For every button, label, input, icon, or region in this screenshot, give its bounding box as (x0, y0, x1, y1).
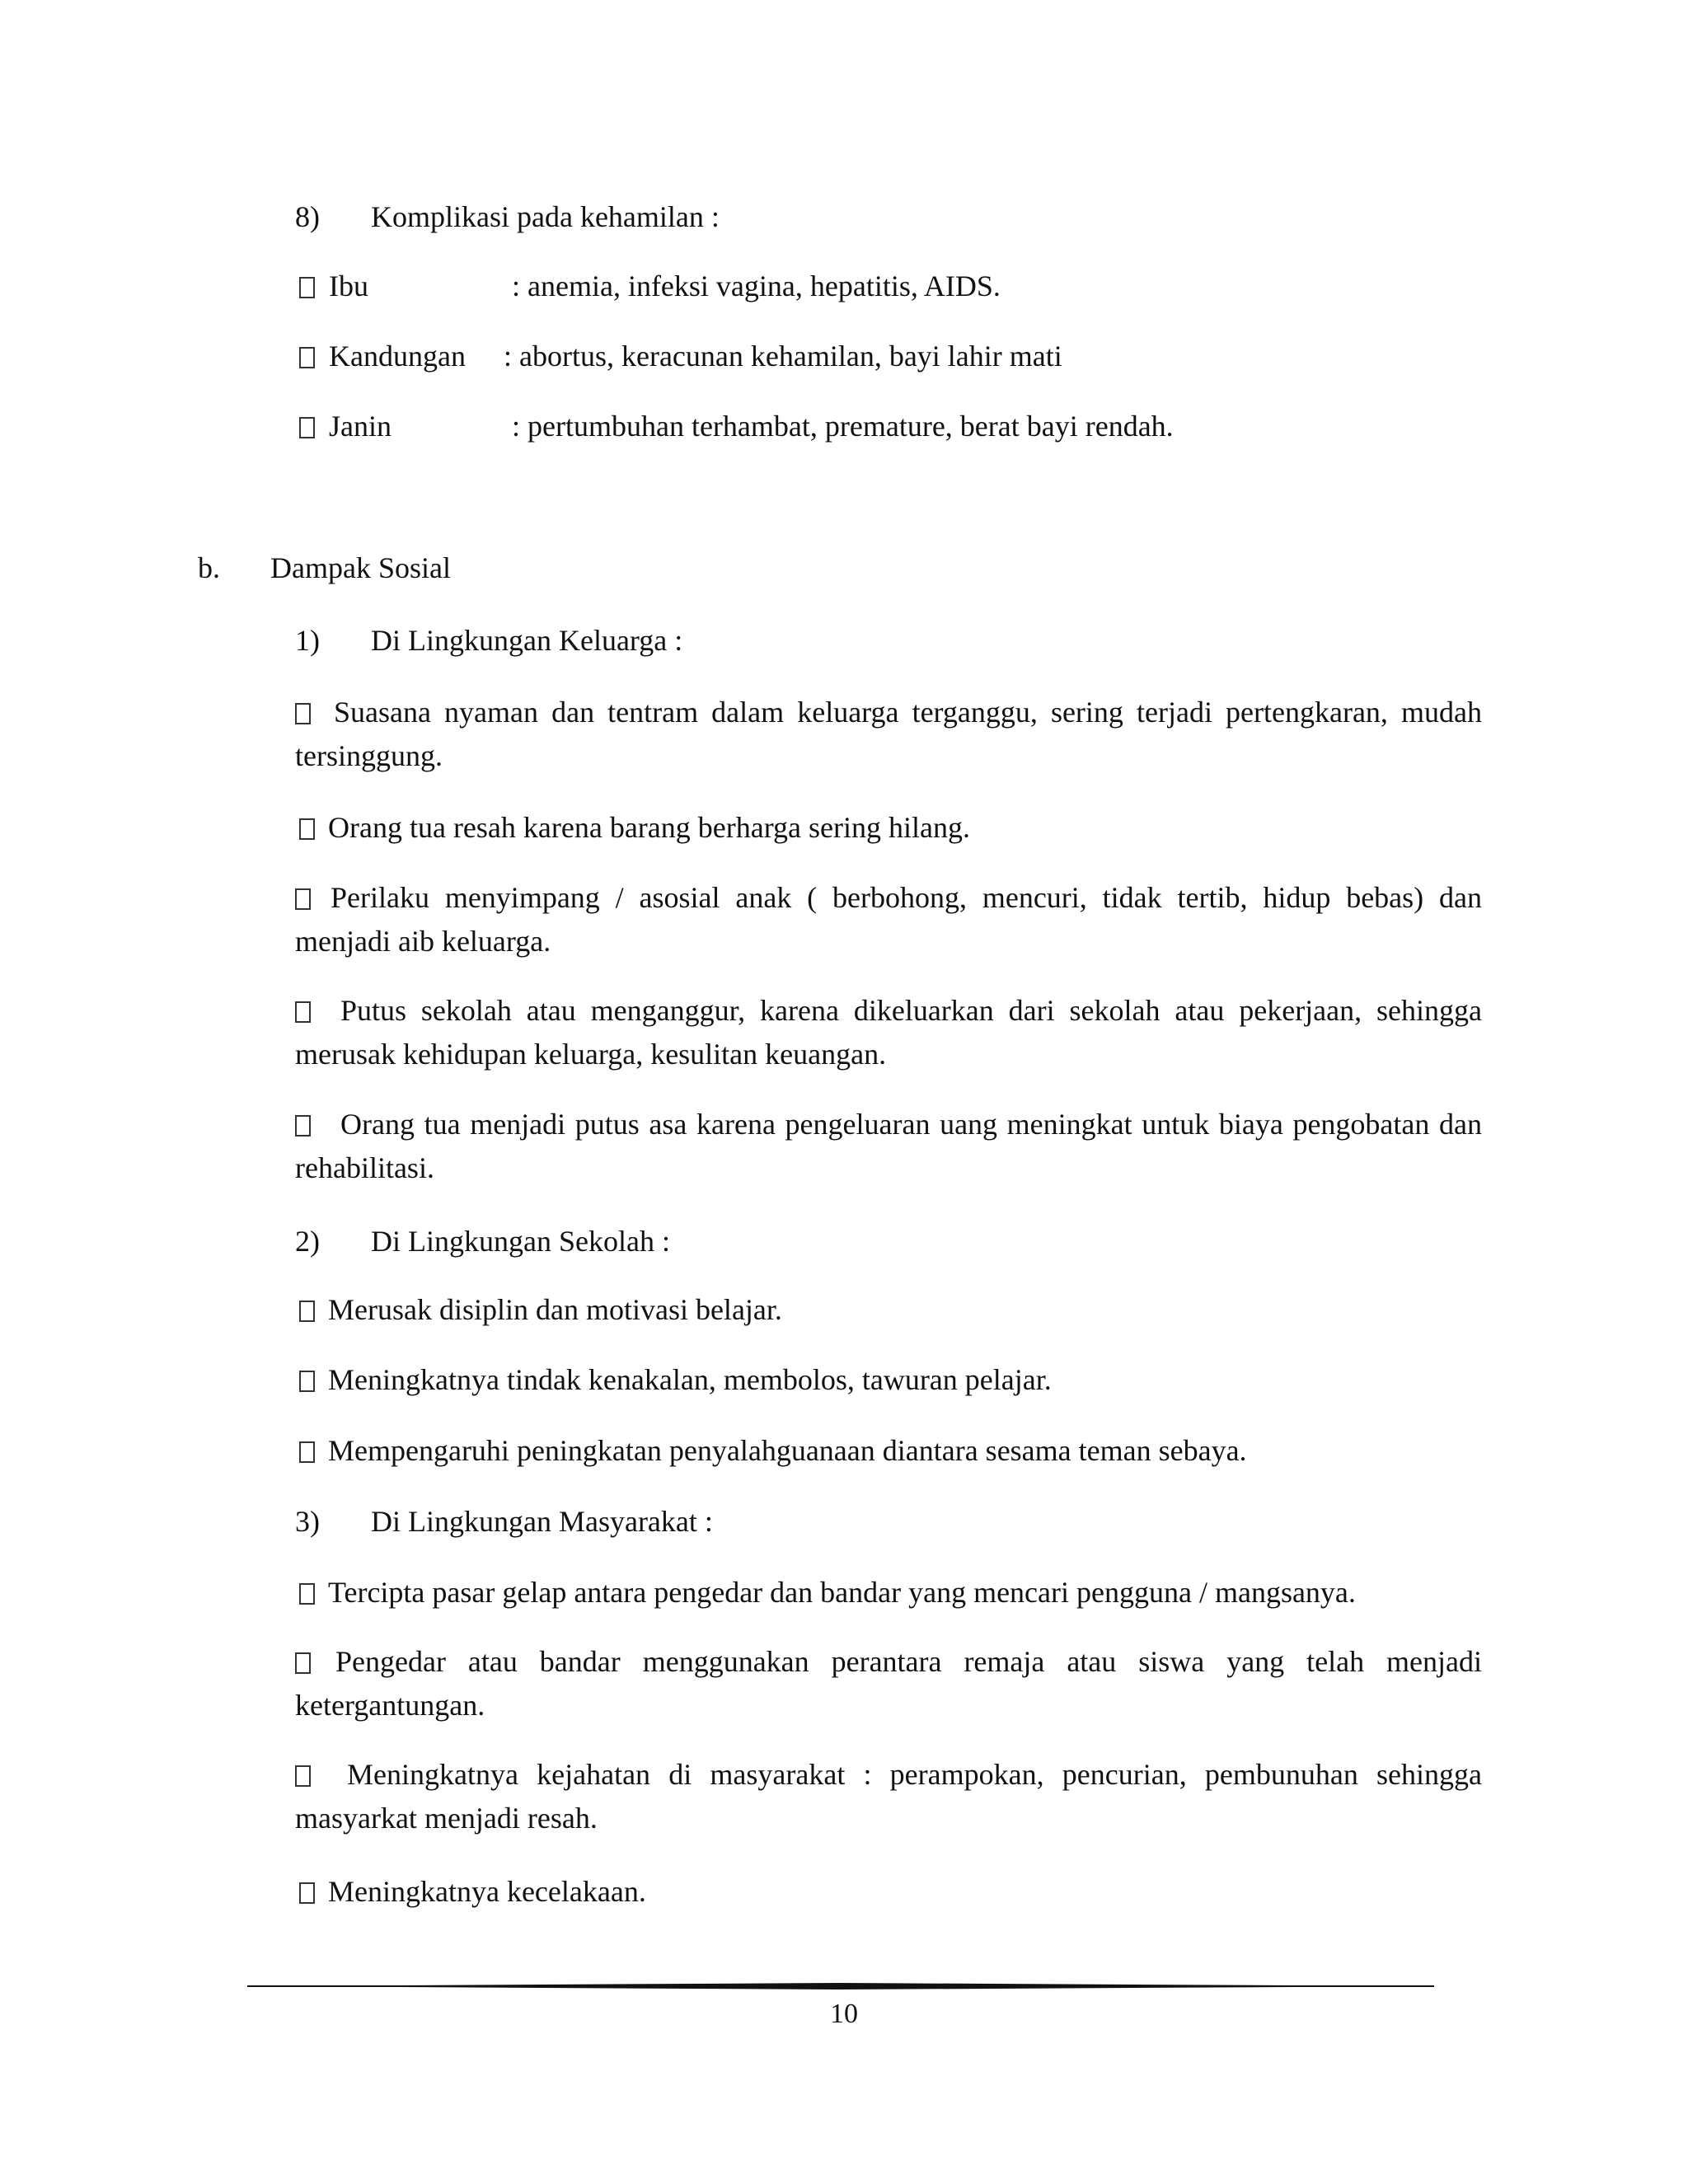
pregnancy-row-label: Kandungan (329, 340, 466, 373)
bullet-text: Suasana nyaman dan tentram dalam keluarga terganggu, sering terjadi pertengkaran, mudah tersinggung. (295, 696, 1482, 772)
checkbox-icon (299, 1371, 315, 1392)
bullet-item (295, 989, 1482, 1076)
bullet-text: Meningkatnya kecelakaan. (328, 1875, 646, 1908)
checkbox-icon (299, 347, 315, 368)
subsection-number: 1) (295, 624, 320, 657)
checkbox-icon (295, 1652, 311, 1674)
section-heading (198, 550, 451, 586)
subsection-title: Di Lingkungan Masyarakat : (371, 1505, 713, 1538)
section-title: Dampak Sosial (270, 551, 451, 584)
bullet-item (299, 1361, 1052, 1398)
bullet-text: Tercipta pasar gelap antara pengedar dan bandar yang mencari pengguna / mangsanya. (328, 1576, 1356, 1609)
pregnancy-heading (295, 199, 720, 235)
checkbox-icon (295, 1001, 311, 1023)
pregnancy-row-label: Ibu (329, 269, 368, 302)
checkbox-icon (295, 1765, 311, 1787)
checkbox-icon (295, 1115, 311, 1137)
bullet-text: Orang tua menjadi putus asa karena pengeluaran uang meningkat untuk biaya pengobatan dan rehabilitasi. (295, 1108, 1482, 1184)
bullet-item (299, 1574, 1356, 1610)
pregnancy-heading-number: 8) (295, 200, 320, 233)
bullet-text: Mempengaruhi peningkatan penyalahguanaan diantara sesama teman sebaya. (328, 1434, 1247, 1467)
checkbox-icon (295, 703, 311, 724)
pregnancy-row (299, 338, 1123, 374)
bullet-item (295, 1753, 1482, 1840)
checkbox-icon (295, 888, 311, 910)
checkbox-icon (299, 818, 315, 840)
footer-divider (247, 1978, 1434, 1994)
checkbox-icon (299, 1441, 315, 1463)
bullet-item (299, 809, 970, 846)
pregnancy-row-label: Janin (329, 410, 392, 443)
bullet-text: Perilaku menyimpang / asosial anak ( berbohong, mencuri, tidak tertib, hidup bebas) dan menjadi aib keluarga. (295, 881, 1482, 958)
bullet-item (295, 1103, 1482, 1190)
pregnancy-row (299, 408, 1288, 444)
bullet-item (295, 691, 1482, 778)
page-number: 10 (830, 1999, 858, 2029)
bullet-text: Putus sekolah atau menganggur, karena dikeluarkan dari sekolah atau pekerjaan, sehingga merusak kehidupan keluarga, kesulitan keuangan. (295, 994, 1482, 1071)
bullet-item (299, 1432, 1247, 1469)
checkbox-icon (299, 1882, 315, 1904)
bullet-item (295, 1640, 1482, 1727)
subsection-title: Di Lingkungan Keluarga : (371, 624, 683, 657)
section-letter: b. (198, 551, 220, 584)
bullet-item (299, 1291, 782, 1328)
checkbox-icon (299, 277, 315, 298)
bullet-item (299, 1873, 646, 1910)
subsection-heading-school (295, 1223, 670, 1259)
bullet-text: Meningkatnya tindak kenakalan, membolos, tawuran pelajar. (328, 1363, 1052, 1396)
subsection-number: 2) (295, 1225, 320, 1258)
bullet-text: Orang tua resah karena barang berharga sering hilang. (328, 811, 970, 844)
bullet-text: Pengedar atau bandar menggunakan perantara remaja atau siswa yang telah menjadi ketergantungan. (295, 1645, 1482, 1722)
pregnancy-heading-text: Komplikasi pada kehamilan : (371, 200, 720, 233)
subsection-heading-community (295, 1503, 713, 1540)
bullet-item (295, 876, 1482, 963)
checkbox-icon (299, 1301, 315, 1322)
pregnancy-row (299, 268, 1123, 304)
checkbox-icon (299, 1583, 315, 1605)
pregnancy-row-value: : pertumbuhan terhambat, premature, berat bayi rendah. (512, 410, 1174, 443)
bullet-text: Meningkatnya kejahatan di masyarakat : perampokan, pencurian, pembunuhan sehingga masyarkat menjadi resah. (295, 1758, 1482, 1835)
pregnancy-row-value: : anemia, infeksi vagina, hepatitis, AIDS. (512, 269, 1001, 302)
subsection-heading-family (295, 622, 683, 658)
pregnancy-row-value: : abortus, keracunan kehamilan, bayi lahir mati (504, 340, 1062, 373)
checkbox-icon (299, 417, 315, 438)
subsection-number: 3) (295, 1505, 320, 1538)
bullet-text: Merusak disiplin dan motivasi belajar. (328, 1293, 782, 1326)
subsection-title: Di Lingkungan Sekolah : (371, 1225, 670, 1258)
